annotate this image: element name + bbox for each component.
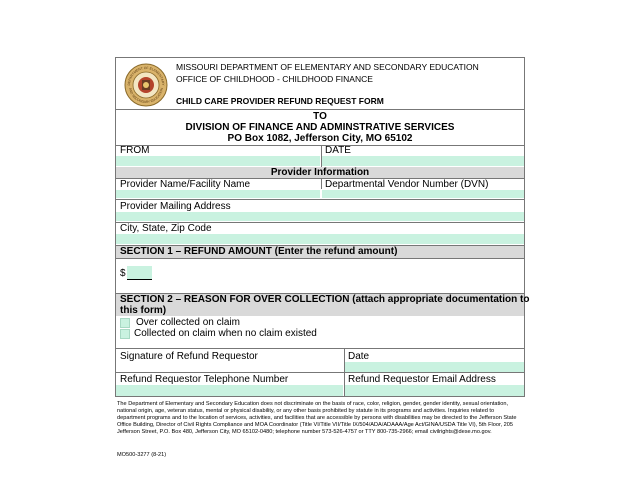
signature-date-label: Date — [348, 351, 370, 362]
email-field[interactable] — [345, 385, 524, 396]
city-state-zip-label: City, State, Zip Code — [120, 223, 212, 234]
office-line: OFFICE OF CHILDHOOD - CHILDHOOD FINANCE — [176, 74, 373, 84]
over-collected-checkbox[interactable] — [120, 318, 130, 328]
refund-amount-field[interactable] — [127, 266, 152, 279]
dvn-label: Departmental Vendor Number (DVN) — [325, 179, 489, 190]
signature-label: Signature of Refund Requestor — [120, 351, 258, 362]
rule — [115, 109, 525, 110]
division-name: DIVISION OF FINANCE AND ADMINSTRATIVE SERVICES — [185, 122, 455, 133]
section2-heading-line2: this form) — [120, 305, 167, 316]
missouri-state-seal-icon — [124, 63, 168, 107]
no-claim-label: Collected on claim when no claim existed — [134, 328, 317, 339]
mailing-address-field[interactable] — [116, 212, 524, 221]
rule — [115, 199, 525, 200]
provider-name-field[interactable] — [116, 190, 320, 198]
provider-name-label: Provider Name/Facility Name — [120, 179, 251, 190]
currency-symbol: $ — [120, 268, 126, 279]
date-field[interactable] — [322, 156, 524, 166]
rule — [115, 145, 525, 146]
date-label: DATE — [325, 145, 351, 156]
section2-heading-line1: SECTION 2 – REASON FOR OVER COLLECTION (attach appropriate documentation to — [120, 294, 530, 305]
phone-label: Refund Requestor Telephone Number — [120, 374, 289, 385]
rule — [115, 258, 525, 259]
from-label: FROM — [120, 145, 150, 156]
refund-amount-underline — [127, 279, 152, 280]
rule — [321, 178, 322, 189]
section1-heading: SECTION 1 – REFUND AMOUNT (Enter the refund amount) — [120, 246, 398, 257]
mailing-address-label: Provider Mailing Address — [120, 201, 231, 212]
dvn-field[interactable] — [322, 190, 524, 198]
provider-info-heading: Provider Information — [270, 167, 370, 178]
from-field[interactable] — [116, 156, 320, 166]
over-collected-label: Over collected on claim — [136, 317, 240, 328]
no-claim-checkbox[interactable] — [120, 329, 130, 339]
phone-field[interactable] — [116, 385, 343, 396]
rule — [115, 348, 525, 349]
rule — [115, 372, 525, 373]
email-label: Refund Requestor Email Address — [348, 374, 496, 385]
form-number: MO500-3277 (8-21) — [117, 452, 167, 458]
signature-date-field[interactable] — [345, 362, 524, 372]
form-title: CHILD CARE PROVIDER REFUND REQUEST FORM — [176, 96, 384, 106]
seal-top-text: DEPARTMENT OF ELEMENTARY — [126, 65, 166, 86]
seal-bottom-text: AND SECONDARY EDUCATION — [128, 87, 164, 105]
to-label: TO — [313, 111, 327, 122]
division-address: PO Box 1082, Jefferson City, MO 65102 — [227, 133, 413, 144]
nondiscrimination-notice: The Department of Elementary and Secondary Education does not discriminate on the basis of race, color, religion, gender, gender identity, sexual orientation, national origin, age, veteran status, mental or physical disability, or any other basis prohibited by statute in its programs and activities. Inquiries related to department programs and to the location of services, activities, and facilities that are accessible by persons with disabilities may be directed to the Jefferson State Office Building, Director of Civil Rights Compliance and MOA Coordinator (Title VI/Title VII/Title IX/504/ADA/ADAAA/Age Act/GINA/USDA Title VI), 5th Floor, 205 Jefferson Street, P.O. Box 480, Jefferson City, MO 65102-0480; telephone number 573-526-4757 or TTY 800-735-2966; email civilrights@dese.mo.gov. — [117, 401, 517, 436]
dept-line: MISSOURI DEPARTMENT OF ELEMENTARY AND SECONDARY EDUCATION — [176, 62, 479, 72]
city-state-zip-field[interactable] — [116, 234, 524, 244]
